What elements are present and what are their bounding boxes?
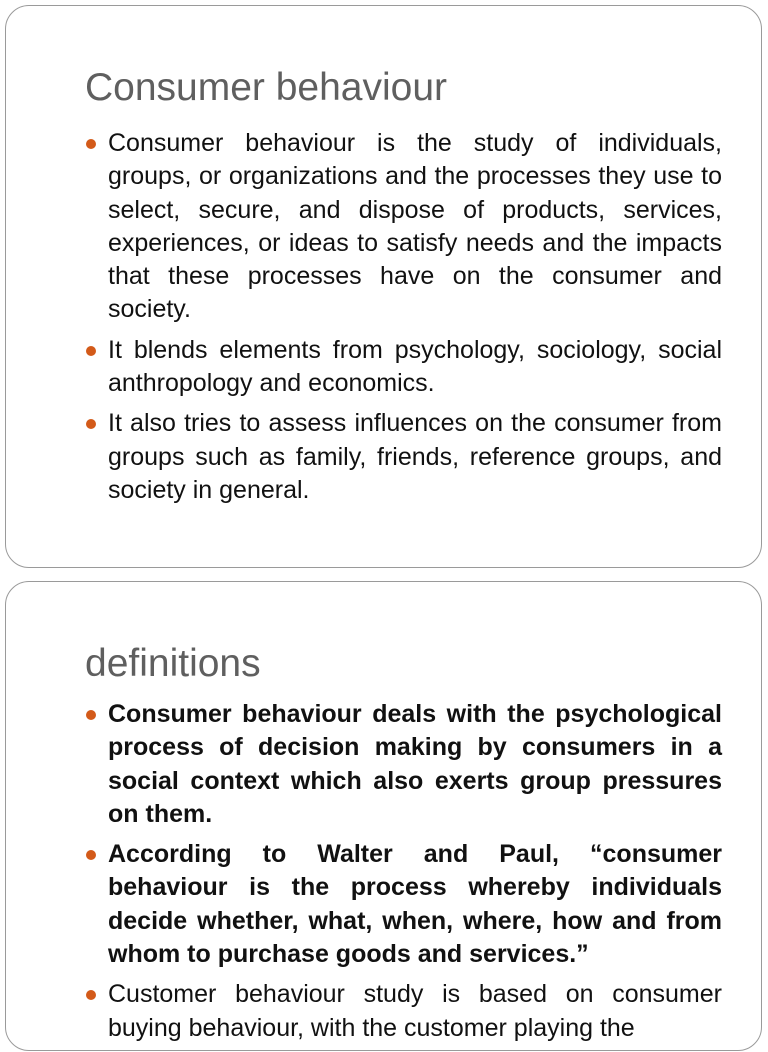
bullet-list [108, 127, 722, 514]
bullet-item [108, 127, 722, 327]
bullet-dot-icon [86, 710, 96, 720]
bullet-dot-icon [86, 419, 96, 429]
bullet-text: Customer behaviour study is based on consumer buying behaviour, with the customer playing the [108, 980, 722, 1042]
bullet-item [108, 407, 722, 507]
bullet-item [108, 334, 722, 401]
bullet-text: Consumer behaviour is the study of individuals, groups, or organizations and the processes they use to select, secure, and dispose of products, services, experiences, or ideas to satisfy needs and the impacts that these processes have on the consumer and society. [108, 129, 722, 324]
bullet-text: Consumer behaviour deals with the psychological process of decision making by consumers in a social context which also exerts group pressures on them. [108, 700, 722, 828]
bullet-item [108, 978, 722, 1045]
bullet-text: It blends elements from psychology, sociology, social anthropology and economics. [108, 335, 722, 398]
slide-title: definitions [85, 642, 261, 685]
bullet-dot-icon [86, 990, 96, 1000]
bullet-item [108, 838, 722, 971]
bullet-dot-icon [86, 346, 96, 356]
bullet-item [108, 698, 722, 831]
bullet-dot-icon [86, 139, 96, 149]
bullet-text: According to Walter and Paul, “consumer behaviour is the process whereby individuals decide whether, what, when, where, how and from whom to purchase goods and services.” [108, 840, 722, 969]
slide-definitions [5, 581, 762, 1051]
bullet-dot-icon [86, 850, 96, 860]
slide-title: Consumer behaviour [85, 66, 448, 109]
slide-consumer-behaviour [5, 5, 762, 568]
bullet-list [108, 698, 722, 1052]
bullet-text: It also tries to assess influences on the consumer from groups such as family, friends, reference groups, and society in general. [108, 409, 722, 504]
